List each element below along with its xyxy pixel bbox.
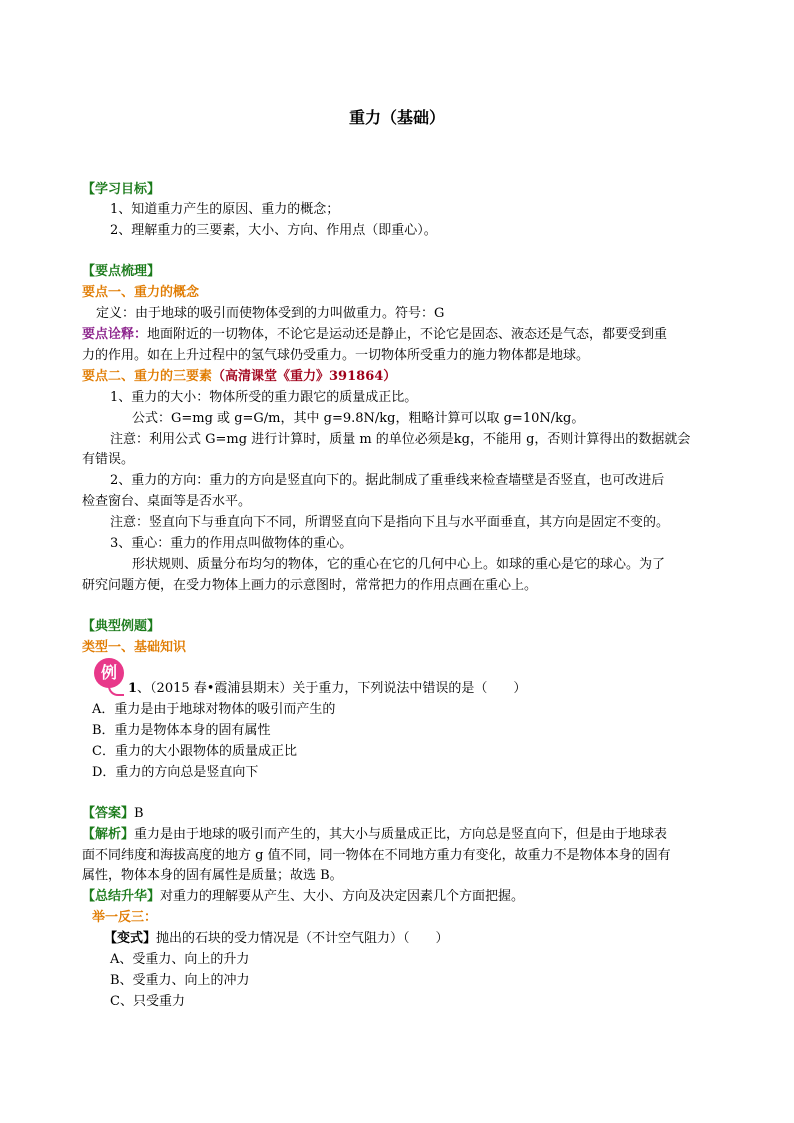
analysis-text-1: 重力是由于地球的吸引而产生的，其大小与质量成正比，方向总是竖直向下，但是由于地球表 <box>134 827 668 842</box>
example-question <box>128 679 526 699</box>
goals-header: 【学习目标】 <box>82 182 161 197</box>
option-c: C．重力的大小跟物体的质量成正比 <box>92 744 297 759</box>
analysis-label: 【解析】 <box>82 827 135 842</box>
point-1-note-cont: 力的作用。如在上升过程中的氢气球仍受重力。一切物体所受重力的施力物体都是地球。 <box>82 348 590 363</box>
analysis-line-2: 面不同纬度和海拔高度的地方 g 值不同，同一物体在不同地方重力有变化，故重力不是物体本身的固有 <box>82 848 671 863</box>
point-1-title: 要点一、重力的概念 <box>82 285 200 300</box>
variant-option-b: B、受重力、向上的冲力 <box>110 973 250 988</box>
point-2-ref: （高清课堂《重力》391864） <box>212 369 397 384</box>
variant-question <box>104 929 449 949</box>
summary-line <box>82 887 524 907</box>
point-1-definition: 定义：由于地球的吸引而使物体受到的力叫做重力。符号：G <box>96 306 445 321</box>
note-1-line-1: 注意：利用公式 G=mg 进行计算时，质量 m 的单位必须是kg，不能用 g，否则计算得出的数据就会 <box>110 432 691 447</box>
note-2-line: 注意：竖直向下与垂直向下不同，所谓竖直向下是指向下且与水平面垂直，其方向是固定不变的。 <box>110 515 670 530</box>
variant-option-a: A、受重力、向上的升力 <box>110 952 250 967</box>
option-d: D．重力的方向总是竖直向下 <box>92 765 259 780</box>
center-detail-line-2: 研究问题方便，在受力物体上画力的示意图时，常常把力的作用点画在重心上。 <box>82 578 538 593</box>
practice-label: 举一反三： <box>92 910 158 925</box>
example-question-text: 、（2015 春•霞浦县期末）关于重力，下列说法中错误的是（ ） <box>137 681 527 696</box>
goal-item-2: 2、理解重力的三要素，大小、方向、作用点（即重心）。 <box>110 223 437 238</box>
gravity-direction-line-2: 检查窗台、桌面等是否水平。 <box>82 494 252 509</box>
points-header: 【要点梳理】 <box>82 264 161 279</box>
example-question-number: 1 <box>128 681 138 696</box>
answer-line <box>82 804 144 824</box>
answer-label: 【答案】 <box>82 806 135 821</box>
point-1-note-text: 地面附近的一切物体，不论它是运动还是静止，不论它是固态、液态还是气态，都要受到重 <box>147 327 668 342</box>
gravity-formula-line: 公式：G=mg 或 g=G/m，其中 g=9.8N/kg，粗略计算可以取 g=10N/kg。 <box>132 411 585 426</box>
example-badge-icon: 例 <box>94 658 124 688</box>
option-b: B．重力是物体本身的固有属性 <box>92 723 271 738</box>
gravity-size-line: 1、重力的大小：物体所受的重力跟它的质量成正比。 <box>110 390 418 405</box>
example-type-1: 类型一、基础知识 <box>82 640 187 655</box>
point-2-title: 要点二、重力的三要素 <box>82 369 213 384</box>
variant-label: 【变式】 <box>104 931 157 946</box>
answer-value: B <box>134 806 144 821</box>
point-1-note-label: 要点诠释： <box>82 327 148 342</box>
examples-header: 【典型例题】 <box>82 619 161 634</box>
page-title: 重力（基础） <box>348 108 445 127</box>
variant-question-text: 抛出的石块的受力情况是（不计空气阻力）（ ） <box>156 931 449 946</box>
analysis-line-1 <box>82 825 667 845</box>
center-of-gravity-line: 3、重心：重力的作用点叫做物体的重心。 <box>110 536 353 551</box>
note-1-line-2: 有错误。 <box>82 452 135 467</box>
goal-item-1: 1、知道重力产生的原因、重力的概念； <box>110 202 340 217</box>
center-detail-line-1: 形状规则、质量分布均匀的物体，它的重心在它的几何中心上。如球的重心是它的球心。为了 <box>132 557 666 572</box>
option-a: A．重力是由于地球对物体的吸引而产生的 <box>92 702 336 717</box>
analysis-line-3: 属性，物体本身的固有属性是质量；故选 B。 <box>82 868 343 883</box>
summary-text: 对重力的理解要从产生、大小、方向及决定因素几个方面把握。 <box>160 889 525 904</box>
point-2-heading <box>82 367 396 387</box>
gravity-direction-line-1: 2、重力的方向：重力的方向是竖直向下的。据此制成了重垂线来检查墙壁是否竖直，也可改进后 <box>110 473 665 488</box>
summary-label: 【总结升华】 <box>82 889 161 904</box>
variant-option-c: C、只受重力 <box>110 994 185 1009</box>
point-1-note <box>82 325 667 345</box>
